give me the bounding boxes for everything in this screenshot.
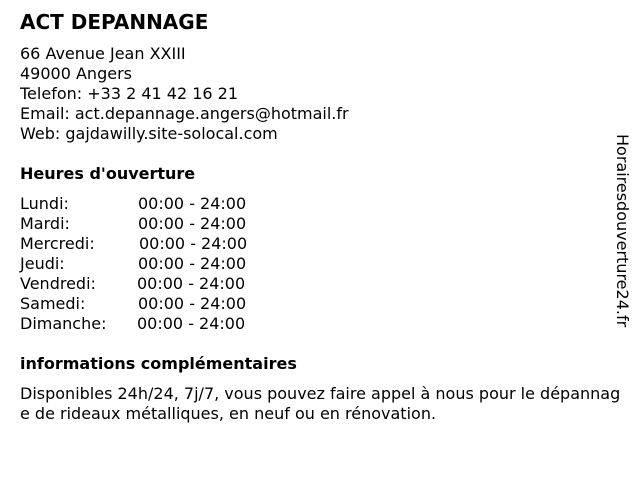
hours-row-thursday xyxy=(20,254,280,274)
day-label: Mercredi: xyxy=(20,234,95,253)
time-range: 00:00 - 24:00 xyxy=(138,254,247,273)
hours-row-wednesday xyxy=(20,234,280,254)
business-name: ACT DEPANNAGE xyxy=(20,10,209,34)
address-city: 49000 Angers xyxy=(20,64,132,83)
opening-hours-heading: Heures d'ouverture xyxy=(20,164,196,183)
additional-info-text: Disponibles 24h/24, 7j/7, vous pouvez faire appel à nous pour le dépannage de rideaux métalliques, en neuf ou en rénovation. xyxy=(20,384,621,423)
hours-row-sunday xyxy=(20,314,280,334)
day-label: Samedi: xyxy=(20,294,86,313)
hours-row-tuesday xyxy=(20,214,280,234)
day-label: Lundi: xyxy=(20,194,69,213)
time-range: 00:00 - 24:00 xyxy=(137,274,246,293)
address-street: 66 Avenue Jean XXIII xyxy=(20,44,186,63)
hours-row-saturday xyxy=(20,294,280,314)
hours-row-monday xyxy=(20,194,280,214)
time-range: 00:00 - 24:00 xyxy=(138,294,247,313)
contact-block xyxy=(20,44,349,144)
time-range: 00:00 - 24:00 xyxy=(138,214,247,233)
time-range: 00:00 - 24:00 xyxy=(139,234,248,253)
day-label: Jeudi: xyxy=(20,254,65,273)
phone-line: Telefon: +33 2 41 42 16 21 xyxy=(20,84,239,103)
additional-info-heading: informations complémentaires xyxy=(20,354,297,373)
day-label: Vendredi: xyxy=(20,274,96,293)
website-line: Web: gajdawilly.site-solocal.com xyxy=(20,124,278,143)
opening-hours-table xyxy=(20,194,280,334)
time-range: 00:00 - 24:00 xyxy=(138,194,247,213)
hours-row-friday xyxy=(20,274,280,294)
site-watermark: Horairesdouverture24.fr xyxy=(613,134,632,328)
time-range: 00:00 - 24:00 xyxy=(137,314,246,333)
email-line: Email: act.depannage.angers@hotmail.fr xyxy=(20,104,349,123)
day-label: Mardi: xyxy=(20,214,70,233)
day-label: Dimanche: xyxy=(20,314,107,333)
